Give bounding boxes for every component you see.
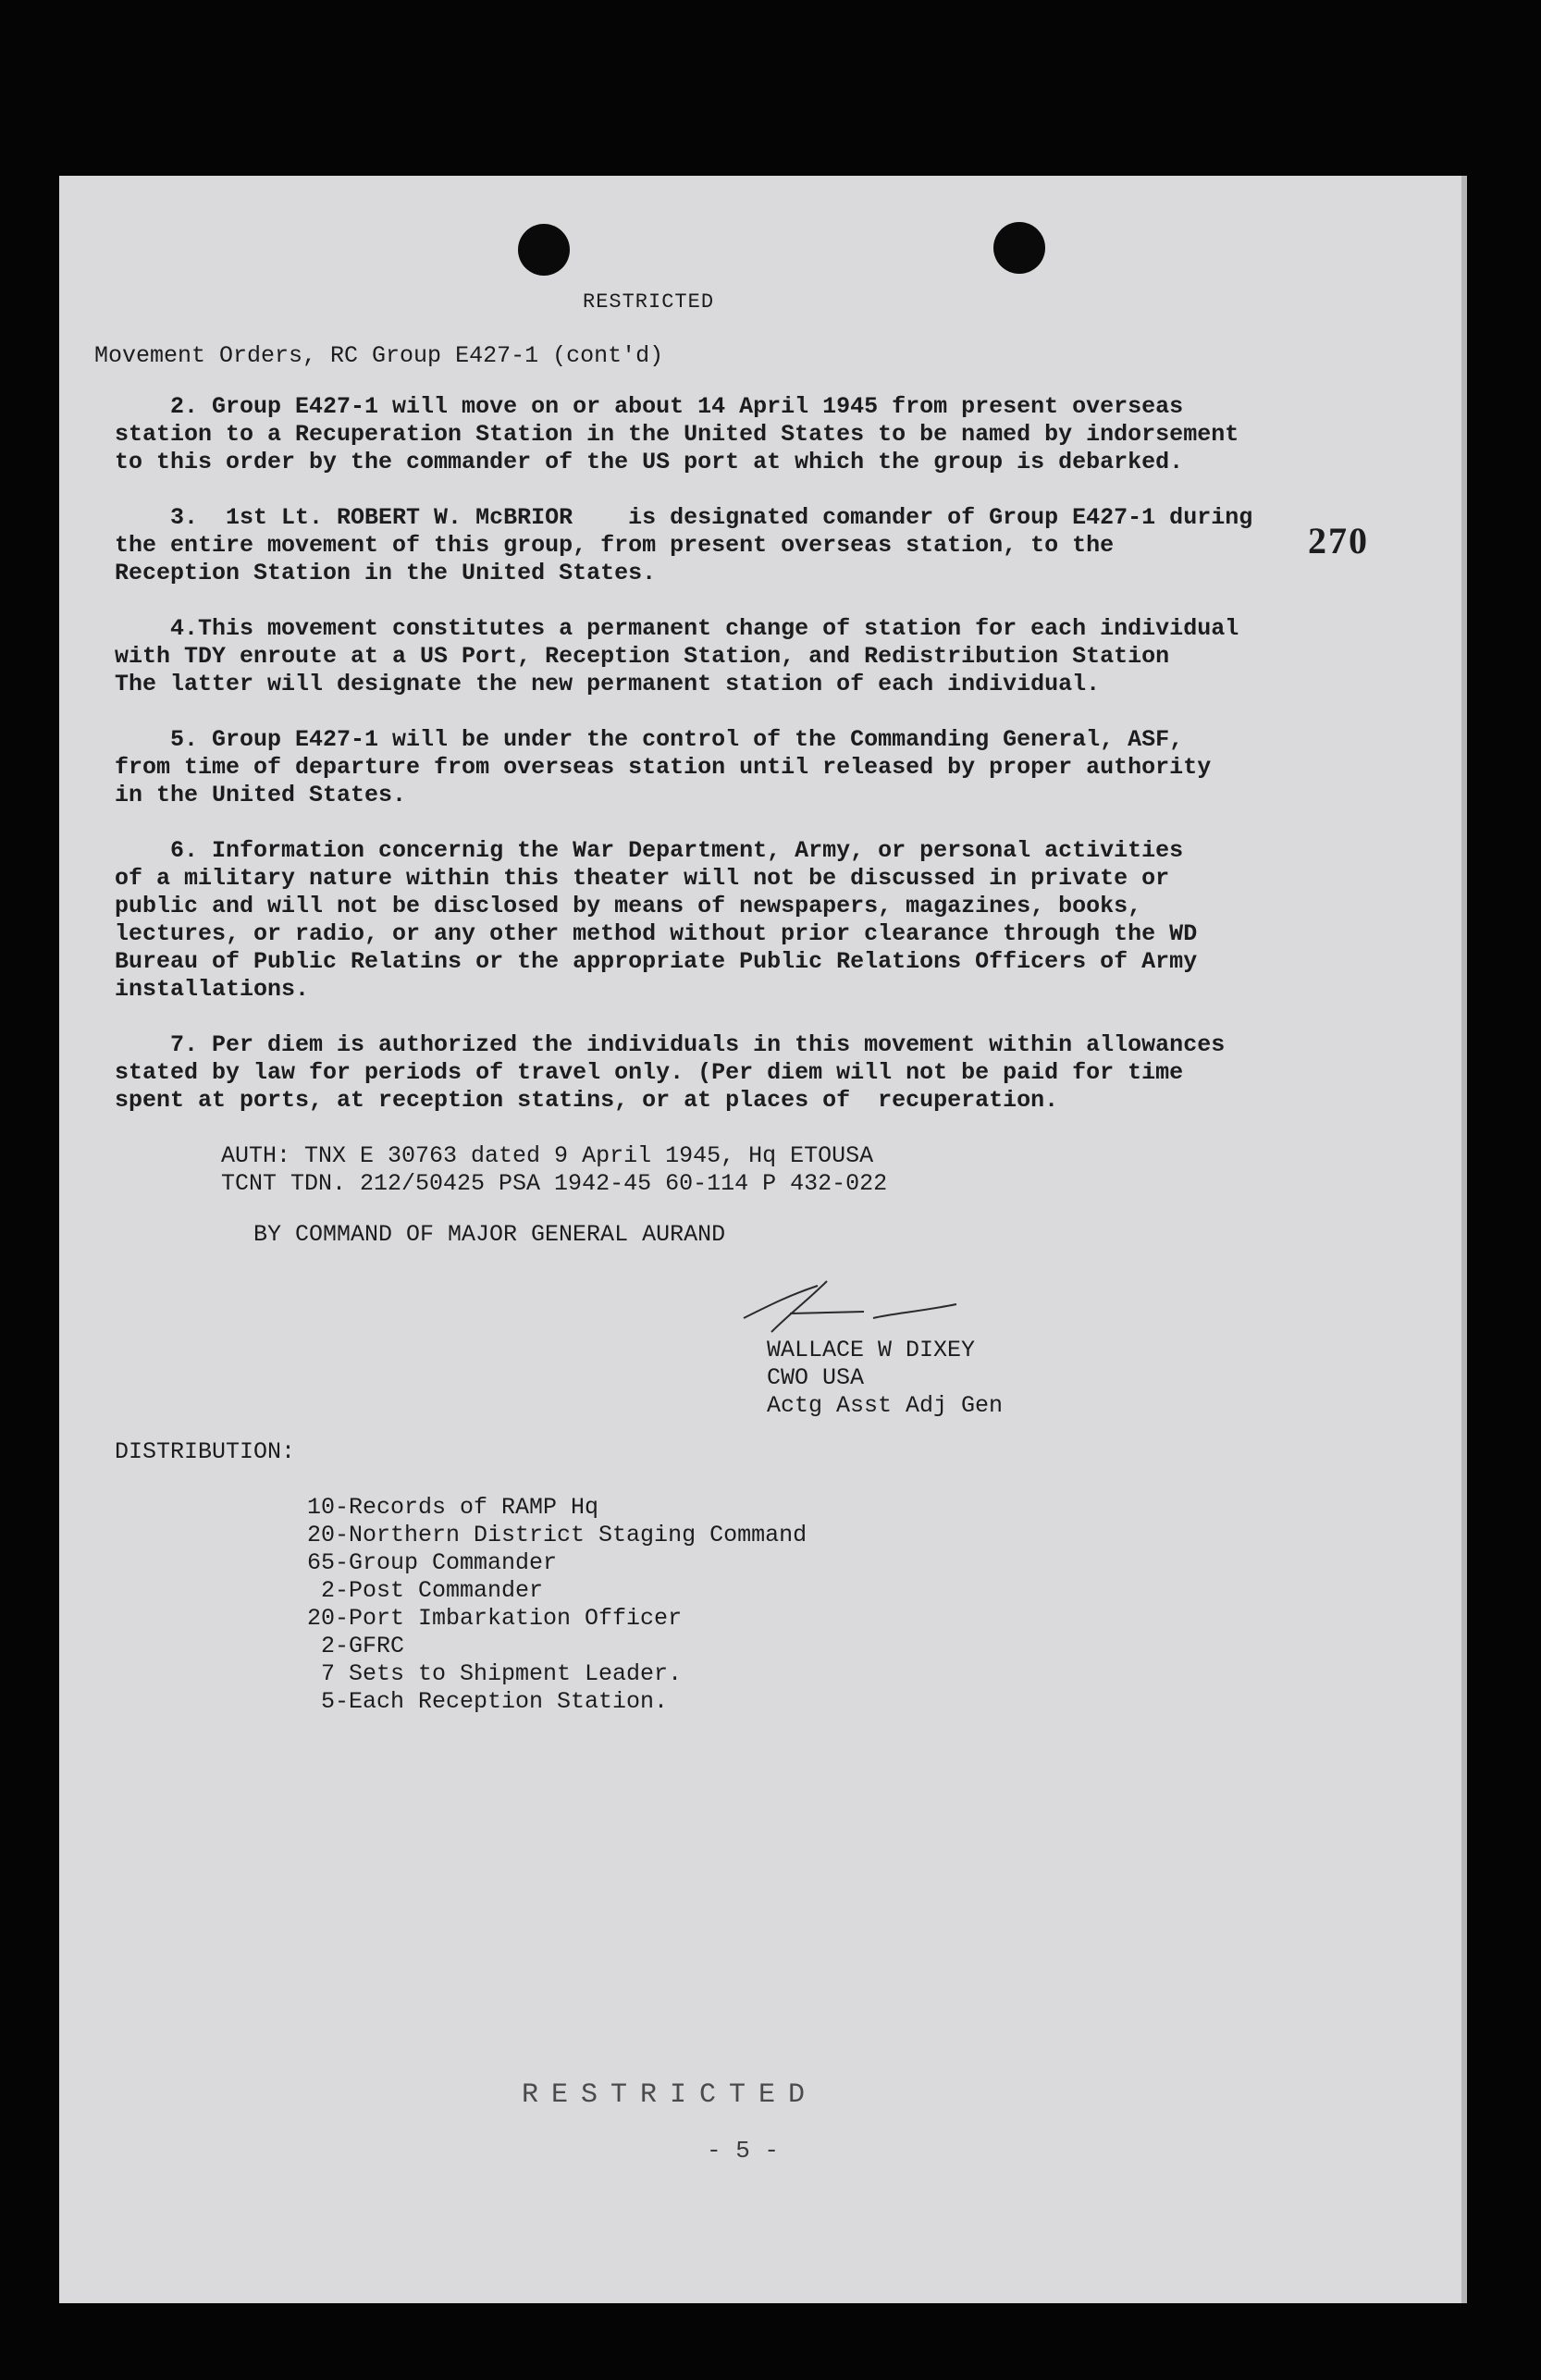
paragraph-2-line-1: 2. Group E427-1 will move on or about 14 April 1945 from present overseas bbox=[115, 393, 1184, 420]
paragraph-5-line-2: from time of departure from overseas station until released by proper authority bbox=[115, 754, 1212, 781]
distribution-item-7: 7 Sets to Shipment Leader. bbox=[307, 1660, 683, 1687]
distribution-item-2: 20-Northern District Staging Command bbox=[307, 1522, 807, 1548]
header-classification: RESTRICTED bbox=[583, 290, 715, 314]
paragraph-2-line-2: station to a Recuperation Station in the United States to be named by indorsement bbox=[115, 421, 1239, 448]
paragraph-6-line-2: of a military nature within this theater will not be discussed in private or bbox=[115, 865, 1170, 892]
punch-hole-right bbox=[993, 222, 1045, 274]
punch-hole-left bbox=[518, 224, 570, 276]
signature-name: WALLACE W DIXEY bbox=[767, 1337, 976, 1363]
distribution-item-6: 2-GFRC bbox=[307, 1633, 405, 1659]
distribution-item-4: 2-Post Commander bbox=[307, 1577, 544, 1604]
paragraph-6-line-3: public and will not be disclosed by means of newspapers, magazines, books, bbox=[115, 893, 1142, 919]
signature-scribble bbox=[734, 1267, 993, 1341]
paragraph-4-line-3: The latter will designate the new permanent station of each individual. bbox=[115, 671, 1101, 697]
paragraph-3-line-2: the entire movement of this group, from present overseas station, to the bbox=[115, 532, 1115, 559]
document-page bbox=[59, 176, 1467, 2303]
distribution-item-3: 65-Group Commander bbox=[307, 1549, 558, 1576]
paragraph-3-line-3: Reception Station in the United States. bbox=[115, 560, 657, 586]
paragraph-4-line-1: 4.This movement constitutes a permanent change of station for each individual bbox=[115, 615, 1239, 642]
page-edge bbox=[1461, 176, 1467, 2303]
distribution-label: DISTRIBUTION: bbox=[115, 1438, 296, 1465]
paragraph-4-line-2: with TDY enroute at a US Port, Reception Station, and Redistribution Station bbox=[115, 643, 1170, 670]
auth-line-2: TCNT TDN. 212/50425 PSA 1942-45 60-114 P 432-022 bbox=[221, 1170, 888, 1197]
footer-page-number: - 5 - bbox=[707, 2137, 780, 2164]
paragraph-7-line-1: 7. Per diem is authorized the individuals in this movement within allowances bbox=[115, 1031, 1226, 1058]
command-line: BY COMMAND OF MAJOR GENERAL AURAND bbox=[253, 1221, 726, 1248]
paragraph-7-line-2: stated by law for periods of travel only. (Per diem will not be paid for time bbox=[115, 1059, 1184, 1086]
paragraph-3-line-1: 3. 1st Lt. ROBERT W. McBRIOR is designated comander of Group E427-1 during bbox=[115, 504, 1253, 531]
footer-classification: RESTRICTED bbox=[522, 2079, 819, 2111]
paragraph-6-line-5: Bureau of Public Relatins or the appropriate Public Relations Officers of Army bbox=[115, 948, 1198, 975]
paragraph-6-line-6: installations. bbox=[115, 976, 310, 1003]
paragraph-5-line-3: in the United States. bbox=[115, 782, 407, 808]
title-line: Movement Orders, RC Group E427-1 (cont'd) bbox=[94, 342, 664, 369]
paragraph-6-line-1: 6. Information concernig the War Department, Army, or personal activities bbox=[115, 837, 1184, 864]
file-number: 270 bbox=[1308, 520, 1369, 561]
signature-title: Actg Asst Adj Gen bbox=[767, 1392, 1004, 1419]
paragraph-6-line-4: lectures, or radio, or any other method without prior clearance through the WD bbox=[115, 920, 1198, 947]
distribution-item-5: 20-Port Imbarkation Officer bbox=[307, 1605, 683, 1632]
signature-rank: CWO USA bbox=[767, 1364, 865, 1391]
distribution-item-1: 10-Records of RAMP Hq bbox=[307, 1494, 599, 1521]
paragraph-7-line-3: spent at ports, at reception statins, or at places of recuperation. bbox=[115, 1087, 1059, 1114]
paragraph-2-line-3: to this order by the commander of the US port at which the group is debarked. bbox=[115, 449, 1184, 475]
paragraph-5-line-1: 5. Group E427-1 will be under the control of the Commanding General, ASF, bbox=[115, 726, 1184, 753]
distribution-item-8: 5-Each Reception Station. bbox=[307, 1688, 669, 1715]
auth-line-1: AUTH: TNX E 30763 dated 9 April 1945, Hq ETOUSA bbox=[221, 1142, 874, 1169]
